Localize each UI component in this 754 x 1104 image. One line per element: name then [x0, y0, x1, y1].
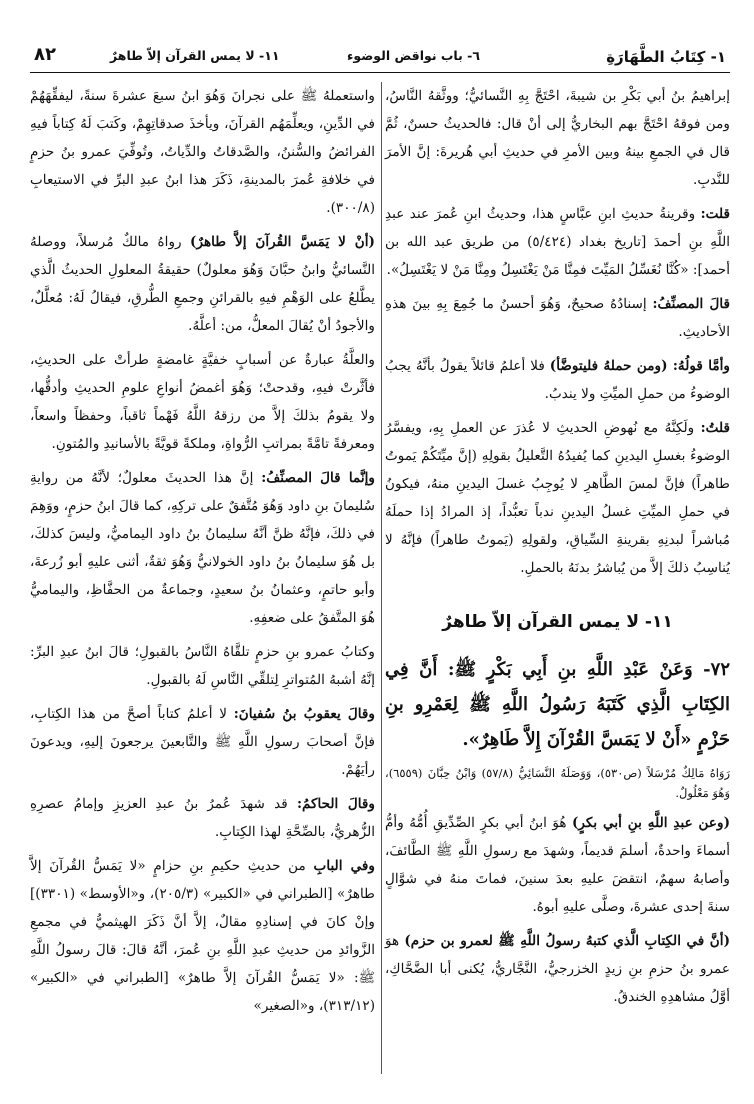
book-page: [30, 44, 730, 1094]
header-rule: [30, 72, 730, 73]
paragraph: قلتُ: ولَكِنَّهُ مع نُهوضِ الحديثِ لا عُذرَ عن العملِ بِهِ، ويفسَّرُ الوضوءُ بغسلِ اليدينِ كما يُفيدُهُ التَّعليلُ بقولِهِ (إنَّ ميِّتَكُمْ يَموتُ طاهراً) فإنَّ لمسَ الطَّاهرِ لا يُوجِبُ غسلَ اليدينِ منهُ، فيكونُ في حملِ الميِّتِ غسلُ اليدينِ ندباً تعبُّداً، إذ المرادُ إذا حملَهُ مُباشراً لبدنِهِ بقرينةِ السِّياقِ، ولقولِهِ (يَموتُ طاهراً) فإنَّهُ لا يُناسِبُ ذلكَ إلاَّ من يُباشرُ بدنَهُ بالحملِ.: [385, 420, 730, 576]
paragraph: والعلَّةُ عبارةٌ عن أسبابٍ خفيَّةٍ غامضةٍ طرأتْ على الحديثِ، فأثَّرتْ فيهِ، وقدحتْ؛ وَهُوَ أغمضُ أنواعِ علومِ الحديثِ وأدقُّها، ولا يقومُ بذلكَ إلاَّ من رزقهُ اللَّهُ فَهْماً ثاقباً، وحفظاً واسعاً، ومعرفةً تامَّةً بمراتبِ الرُّواةِ، وملكةً قويَّةً بالأسانيدِ والمُتونِ.: [30, 352, 375, 452]
paragraph: وكتابُ عمرو بنِ حزمٍ تلقَّاهُ النَّاسُ بالقبولِ؛ قالَ ابنُ عبدِ البرِّ: إنَّهُ أشبهُ المُتواترِ لِتلقِّي النَّاسِ لَهُ بالقبولِ.: [30, 644, 375, 688]
paragraph: وأمَّا قولُهُ: (ومن حملهُ فليتوضَّأ) فلا أعلمُ قائلاً يقولُ بأنَّهُ يجبُ الوضوءُ من حملِ الميِّتِ ولا يندبُ.: [385, 358, 730, 402]
paragraph: (أنْ لا يَمَسَّ القُرآنَ إلاَّ طاهرٌ) رواهُ مالكٌ مُرسلاً، ووصلهُ النَّسائيُّ وابنُ حبَّانَ وَهُوَ معلولٌ) حقيقةُ المعلولِ الحديثُ الَّذي يطَّلعُ على الوَهْمِ فيهِ بالقرائنِ وجمعِ الطُّرقِ، فيقالُ لَهُ: مُعلَّلٌ، والأجودُ أنْ يُقالَ المعلُّ، من: أعلَّهُ.: [30, 234, 375, 334]
header-chapter-title: ٦- باب نواقض الوضوء: [346, 48, 480, 63]
hadith-text: ٧٢- وَعَنْ عَبْدِ اللَّهِ بنِ أَبِي بَكْرٍ ﷺ: أَنَّ فِي الكِتَابِ الَّذِي كَتَبَهُ رَسُولُ اللَّهِ ﷺ لِعَمْرِو بنِ حَزْمٍ «أَنْ لا يَمَسَّ القُرْآنَ إِلاَّ طَاهِرٌ».: [385, 659, 730, 750]
header-section-title: ١١- لا يمس القرآن إلاّ طاهرٌ: [110, 48, 280, 63]
paragraph: قالَ المصنِّفُ: إسنادُهُ صحيحٌ، وَهُوَ أحسنُ ما جُمِعَ بِهِ بينَ هذهِ الأحاديثِ.: [385, 296, 730, 340]
section-heading: ١١- لا يمس القرآن إلاّ طاهرٌ: [442, 612, 673, 632]
left-column: [30, 82, 375, 1026]
hadith-reference: رَوَاهُ مَالِكٌ مُرْسَلاً (ص٥٣٠)، وَوَصَلَهُ النَّسَائِيُّ (٥٧/٨) وَابْنُ حِبَّانَ (٦٥٥٩)، وَهُوَ مَعْلُولٌ.: [385, 766, 731, 800]
paragraph: واستعملهُ ﷺ على نجرانَ وَهُوَ ابنُ سبعَ عشرةَ سنةً، ليفقِّهَهُمْ في الدِّينِ، ويعلِّمَهُم القرآنَ، ويأخذَ صدقاتِهِمْ، وكَتبَ لَهُ كِتاباً فيهِ الفرائضُ والسُّننُ، والصَّدقاتُ والدِّياتُ، وتُوفِّيَ عمرو بنُ حزمٍ في خلافةِ عُمرَ بالمدينةِ، ذَكَرَ هذا ابنُ عبدِ البرِّ في الاستيعابِ (٣٠٠/٨).: [30, 88, 375, 216]
paragraph: قلت: وقرينةُ حديثِ ابنِ عبَّاسٍ هذا، وحديثُ ابنِ عُمرَ عند عبدِ اللَّهِ بنِ أحمدَ [تاريخ بغداد (٥/٤٢٤) من طريق عبد الله بن أحمد]: «كُنَّا نُغَسِّلُ المَيِّتَ فمِنَّا مَنْ يَغْتَسِلُ ومِنَّا مَنْ لا يَغْتَسِلُ».: [385, 206, 730, 278]
paragraph: (أنَّ في الكِتابِ الَّذي كتبهُ رسولُ اللَّهِ ﷺ لعمرو بن حزم) هوَ عمرو بنُ حزمِ بنِ زيدٍ الخزرجيُّ، النَّجَّاريُّ، يُكنى أبا الضَّحَّاكِ، أوَّلُ مشاهدِهِ الخندقُ.: [385, 933, 730, 1005]
running-header: [30, 44, 730, 74]
paragraph: إبراهيمُ بنُ أبي بَكْرِ بن شيبةَ، احْتَجَّ بِهِ النَّسائيُّ؛ ووثَّقهُ النَّاسُ، ومن فوقهُ احْتَجَّ بهم البخاريُّ إلى أنْ قال: فالحديثُ حسنٌ، ثُمَّ قال في الجمعِ بينهُ وبين الأمرِ في حديثِ أبي هُريرةَ: إنَّ الأمرَ للنَّدبِ.: [385, 88, 730, 188]
right-column: [385, 82, 730, 1017]
page-number: ٨٢: [34, 44, 56, 65]
paragraph: وإنَّما قالَ المصنِّفُ: إنَّ هذا الحديثَ معلولٌ؛ لأنَّهُ من روايةِ سُليمانَ بنِ داود وَهُوَ مُتَّفقٌ على تركِهِ، كما قالَ ابنُ حزمٍ، ووَهِمَ في ذلكَ، فإنَّهُ ظنَّ أنَّهُ سليمانُ بنُ داود اليماميُّ، وليسَ كذلكَ، بل هُوَ سليمانُ بنُ داود الخولانيُّ وَهُوَ ثقةٌ، أثنى عليهِ أبو زُرعةَ، وأبو حاتمٍ، وعثمانُ بنُ سعيدٍ، وجماعةٌ من الحفَّاظِ، واليماميُّ هُوَ المتَّفقُ على ضعفِهِ.: [30, 470, 375, 626]
paragraph: وفي البابِ من حديثِ حكيمِ بنِ حزامٍ «لا يَمَسُّ القُرآنَ إلاَّ طاهرٌ» [الطبراني في «الكبير» (٢٠٥/٣)، و«الأوسط» (٣٣٠١)] وإنْ كانَ في إسنادِهِ مقالٌ، إلاَّ أنَّ ذَكَرَ الهيثميُّ في مجمعِ الزَّوائدِ من حديثِ عبدِ اللَّهِ بنِ عُمرَ، أنَّهُ قالَ: قالَ رسولُ اللَّهِ ﷺ: «لا يَمَسُّ القُرآنَ إلاَّ طاهرٌ» [الطبراني في «الكبير» (٣١٣/١٢)، و«الصغير»: [30, 858, 375, 1014]
column-divider: [381, 82, 382, 1074]
paragraph: وقالَ الحاكمُ: قد شهدَ عُمرُ بنُ عبدِ العزيزِ وإمامُ عصرِهِ الزُّهريُّ، بالصِّحَّةِ لهذا الكِتابِ.: [30, 796, 376, 840]
paragraph: (وعن عبدِ اللَّهِ بنِ أبي بكرٍ) هُوَ ابنُ أبي بكرٍ الصِّدِّيقِ أُمُّهُ وأمُّ أسماءَ واحدةٌ، أسلمَ قديماً، وشهدَ مع رسولِ اللَّهِ ﷺ الطَّائفَ، وأصابهُ سهمٌ، انتقضَ عليهِ بعدَ سنينَ، فماتَ منهُ في شوَّالٍ سنةَ إحدى عشرةَ، وصلَّى عليهِ أبوهُ.: [385, 815, 730, 915]
header-book-title: ١- كِتَابُ الطَّهَارَةِ: [606, 48, 726, 66]
paragraph: وقالَ يعقوبُ بنُ سُفيانَ: لا أعلمُ كتاباً أصحَّ من هذا الكِتابِ، فإنَّ أصحابَ رسولِ اللَّهِ ﷺ والتَّابعينَ يرجعونَ إليهِ، ويدعونَ رأيَهُمْ.: [30, 706, 375, 778]
